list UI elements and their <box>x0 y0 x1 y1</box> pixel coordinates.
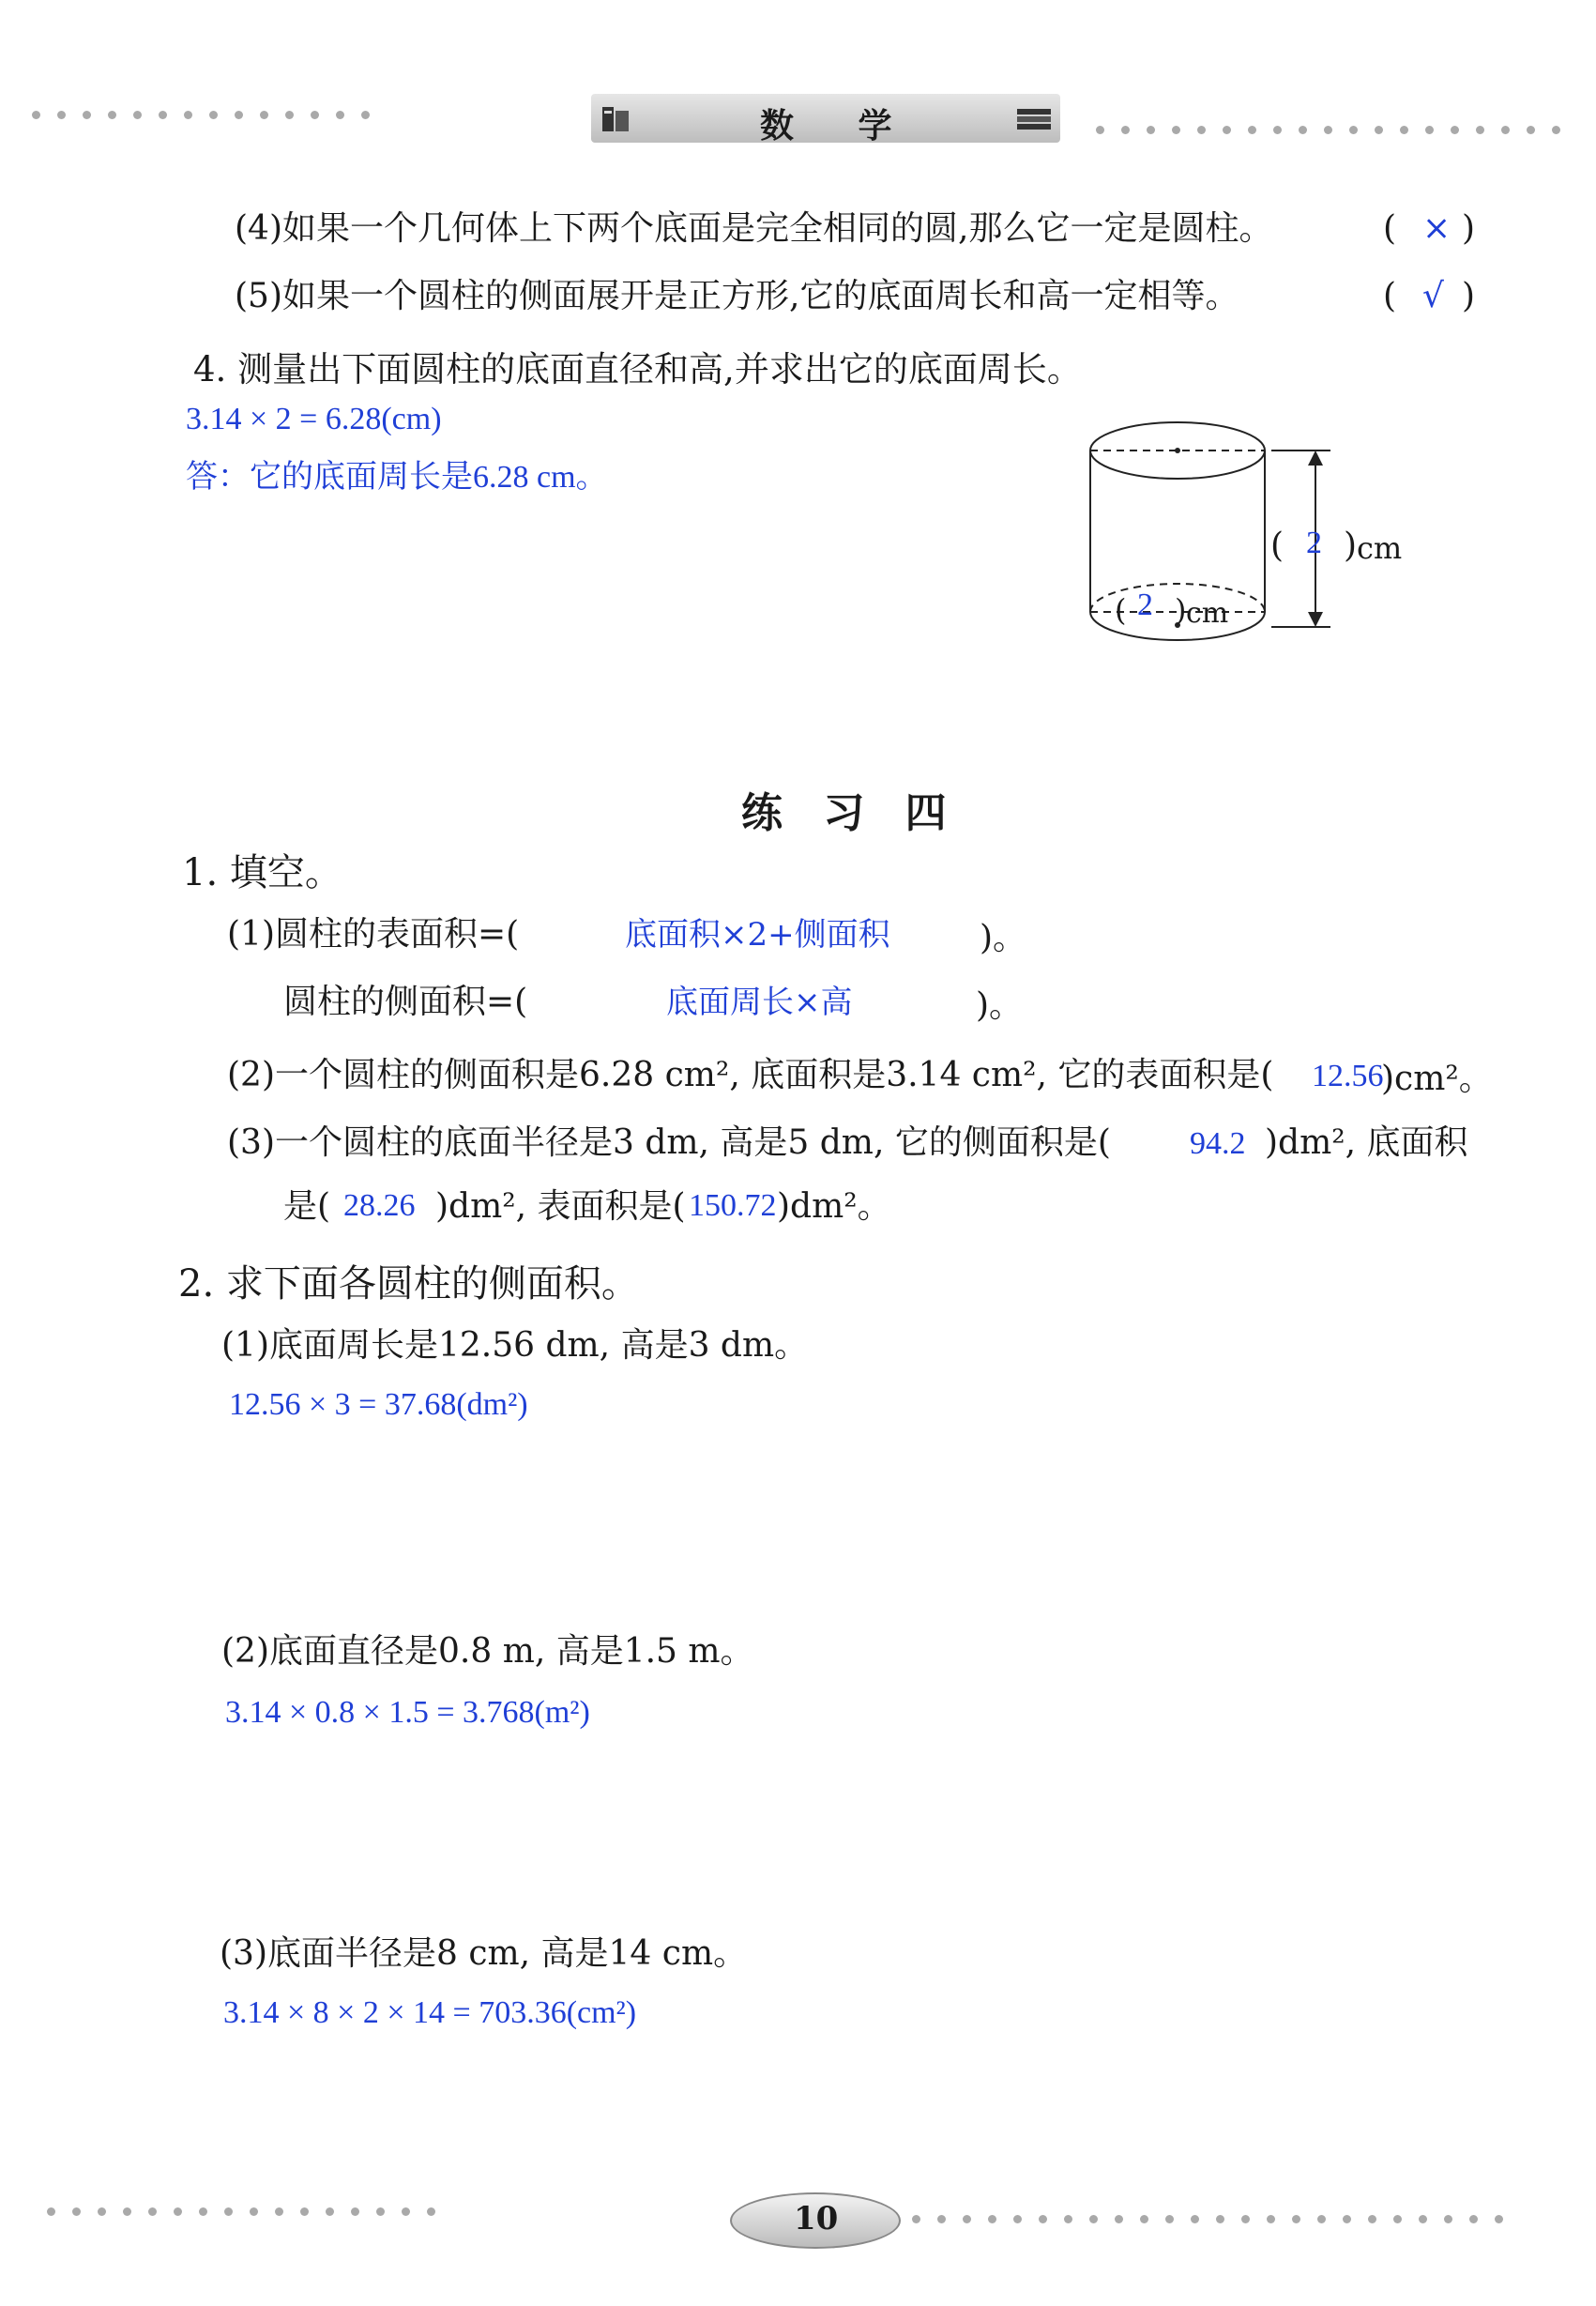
header-banner <box>591 94 1060 143</box>
q2-part-1-calc: 12.56 × 3 = 37.68(dm²) <box>229 1387 528 1422</box>
page-number-badge <box>730 2192 901 2249</box>
fill-2-close: )cm²。 <box>1381 1060 1493 1098</box>
lateral-area-question-title: 2. 求下面各圆柱的侧面积。 <box>178 1262 639 1306</box>
book-icon <box>600 103 632 139</box>
fill-3b-post: )dm²。 <box>777 1187 891 1226</box>
height-arrow-down <box>1308 612 1323 627</box>
footer-dots-left <box>47 2207 452 2216</box>
header-dots-left <box>32 111 387 119</box>
item-4-text: (4)如果一个几何体上下两个底面是完全相同的圆,那么它一定是圆柱。 <box>235 209 1273 248</box>
q2-part-3-calc: 3.14 × 8 × 2 × 14 = 703.36(cm²) <box>223 1995 637 2030</box>
fill-3b-pre: 是( <box>283 1187 331 1226</box>
question-4-answer: 答：它的底面周长是6.28 cm。 <box>186 460 608 495</box>
surface-area-label: (1)圆柱的表面积=( <box>227 915 520 954</box>
top-center-dot <box>1175 448 1180 453</box>
item-5-text: (5)如果一个圆柱的侧面展开是正方形,它的底面周长和高一定相等。 <box>235 277 1239 315</box>
header-subject: 数 学 <box>760 106 919 145</box>
item-5-answer: √ <box>1422 277 1444 315</box>
lateral-area-label: 圆柱的侧面积=( <box>283 983 528 1021</box>
diameter-value: 2 <box>1137 588 1153 622</box>
fill-2-text: (2)一个圆柱的侧面积是6.28 cm², 底面积是3.14 cm², 它的表面积是( <box>227 1056 1274 1094</box>
fill-3-answer-surface: 150.72 <box>689 1188 777 1223</box>
q2-part-3: (3)底面半径是8 cm, 高是14 cm。 <box>220 1934 748 1973</box>
height-unit: cm <box>1357 530 1403 566</box>
fill-3b-mid: )dm², 表面积是( <box>435 1187 686 1226</box>
fill-blank-title: 1. 填空。 <box>182 851 342 894</box>
page-number: 10 <box>794 2200 839 2237</box>
item-5-paren-right: ) <box>1462 277 1476 315</box>
footer-dots-right <box>912 2215 1520 2223</box>
diameter-paren-right: ) <box>1175 592 1187 628</box>
question-4-title: 4. 测量出下面圆柱的底面直径和高,并求出它的底面周长。 <box>193 349 1082 389</box>
surface-area-answer: 底面积×2+侧面积 <box>625 916 890 954</box>
stack-icon <box>1015 107 1053 135</box>
diameter-paren-left: ( <box>1115 592 1127 628</box>
surface-area-close: )。 <box>980 919 1027 957</box>
section-title: 练 习 四 <box>741 789 960 837</box>
height-paren-right: ) <box>1344 527 1358 565</box>
q2-part-1: (1)底面周长是12.56 dm, 高是3 dm。 <box>221 1326 809 1365</box>
item-4-paren-right: ) <box>1462 209 1476 248</box>
fill-2-answer: 12.56 <box>1312 1059 1384 1093</box>
header-dots-right <box>1096 126 1577 134</box>
item-4-paren-left: ( <box>1383 209 1397 248</box>
height-paren-left: ( <box>1270 527 1284 565</box>
question-4-calc: 3.14 × 2 = 6.28(cm) <box>186 402 442 436</box>
fill-3-mid: )dm², 底面积 <box>1265 1123 1468 1162</box>
height-arrow-up <box>1308 451 1323 466</box>
lateral-area-close: )。 <box>976 986 1024 1025</box>
fill-3-answer-base: 28.26 <box>343 1188 416 1223</box>
lateral-area-answer: 底面周长×高 <box>666 984 853 1021</box>
item-5-paren-left: ( <box>1383 277 1397 315</box>
fill-3-text: (3)一个圆柱的底面半径是3 dm, 高是5 dm, 它的侧面积是( <box>227 1123 1111 1162</box>
fill-3-answer-lateral: 94.2 <box>1190 1126 1246 1161</box>
height-value: 2 <box>1306 526 1322 560</box>
q2-part-2: (2)底面直径是0.8 m, 高是1.5 m。 <box>221 1632 754 1671</box>
q2-part-2-calc: 3.14 × 0.8 × 1.5 = 3.768(m²) <box>225 1695 590 1730</box>
diameter-unit: cm <box>1186 597 1229 630</box>
item-4-answer: × <box>1422 209 1452 248</box>
